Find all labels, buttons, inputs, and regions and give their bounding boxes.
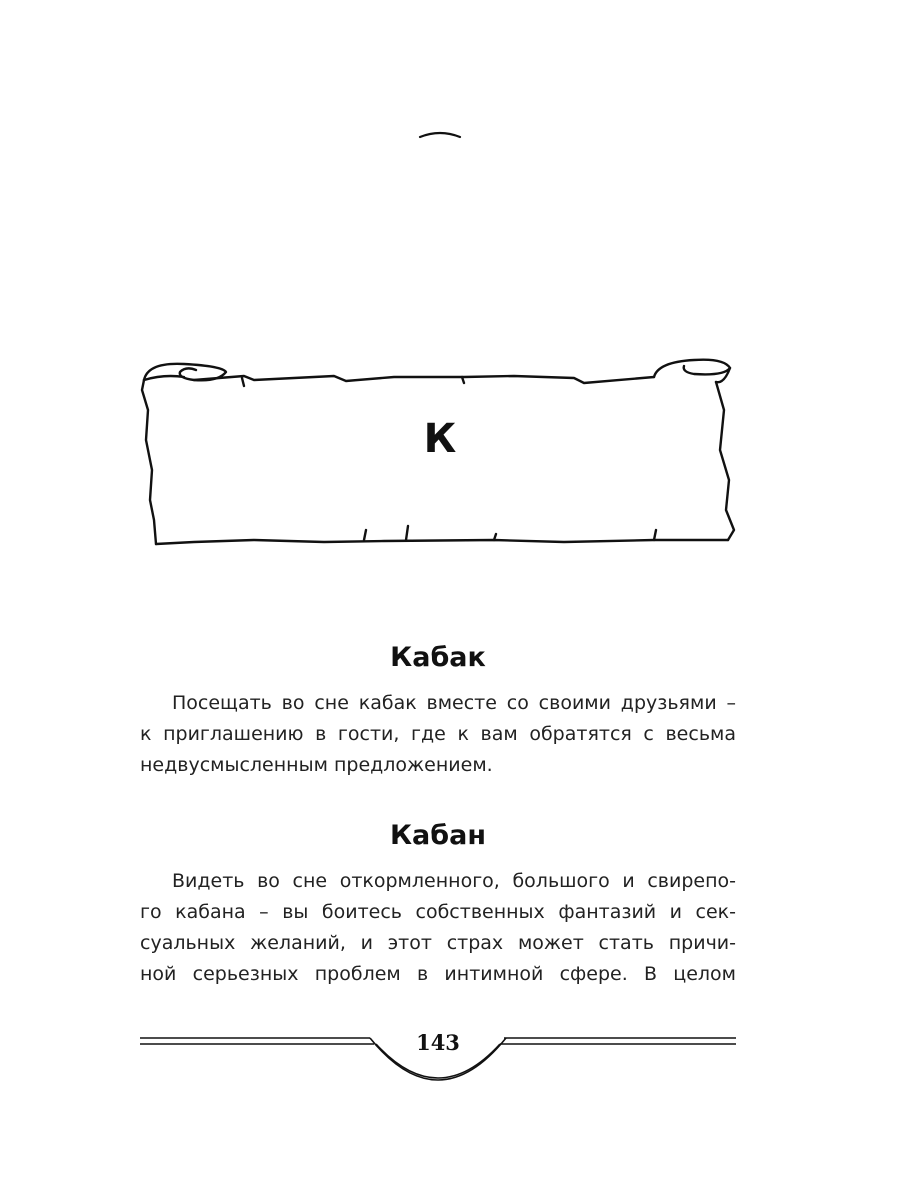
page-number: 143 — [416, 1030, 460, 1055]
text-line: ной серьезных проблем в интимной сфере. В целом — [140, 963, 736, 985]
text-line: Видеть во сне откормленного, большого и свирепо- — [172, 870, 736, 892]
entry-title: Кабан — [389, 820, 487, 851]
curved-line-icon — [418, 128, 462, 142]
page-footer — [138, 1020, 738, 1090]
section-banner — [134, 350, 746, 560]
text-line: суальных желаний, и этот страх может стать причи- — [140, 932, 736, 954]
section-letter: К — [423, 416, 457, 462]
text-line: к приглашению в гости, где к вам обратятся с весьма — [140, 723, 736, 745]
text-line: Посещать во сне кабак вместе со своими друзьями – — [172, 692, 736, 714]
entry-text — [140, 866, 736, 990]
entry-title: Кабак — [390, 642, 486, 673]
entry-text — [140, 688, 736, 781]
text-line: го кабана – вы боитесь собственных фантазий и сек- — [140, 901, 736, 923]
text-line: недвусмысленным предложением. — [140, 754, 493, 776]
